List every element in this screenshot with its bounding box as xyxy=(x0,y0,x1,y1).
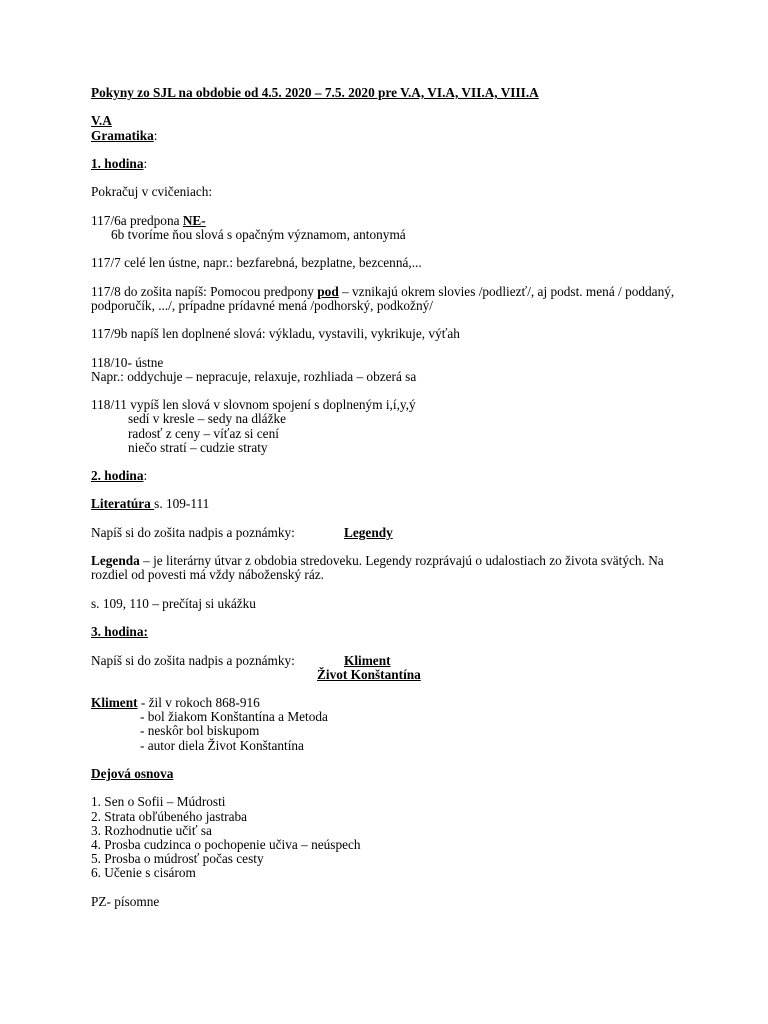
kliment-term: Kliment xyxy=(91,695,138,711)
kliment-line: Kliment - žil v rokoch 868-916 xyxy=(91,695,260,711)
exercise-118-11-item: radosť z ceny – víťaz si cení xyxy=(128,425,279,441)
prefix-ne: NE- xyxy=(182,212,206,228)
hour1-intro: Pokračuj v cvičeniach: xyxy=(91,184,213,200)
exercise-118-10-example: Napr.: oddychuje – nepracuje, relaxuje, rozhliada – obzerá sa xyxy=(91,368,417,384)
hour3-heading: 3. hodina: xyxy=(91,624,148,640)
outline-item: 2. Strata obľúbeného jastraba xyxy=(91,808,248,824)
outline-item: 5. Prosba o múdrosť počas cesty xyxy=(91,851,264,867)
literature-line xyxy=(91,497,691,511)
reading-assignment: s. 109, 110 – prečítaj si ukážku xyxy=(91,595,256,611)
hour2-heading: 2. hodina xyxy=(91,468,144,484)
exercise-118-11-item: niečo stratí – cudzie straty xyxy=(128,439,268,455)
grammar-heading: Gramatika xyxy=(91,127,154,143)
document-page xyxy=(91,86,691,909)
kliment-fact: - autor diela Život Konštantína xyxy=(140,737,304,753)
literature-pages: s. 109-111 xyxy=(154,496,210,512)
exercise-118-11: 118/11 vypíš len slová v slovnom spojení s doplneným i,í,y,ý xyxy=(91,397,416,413)
legend-definition: Legenda – je literárny útvar z obdobia stredoveku. Legendy rozprávajú o udalostiach zo života svätých. Na xyxy=(91,553,664,569)
class-heading: V.A xyxy=(91,113,112,129)
outline-item: 4. Prosba cudzinca o pochopenie učiva – neúspech xyxy=(91,836,361,852)
legend-term: Legenda xyxy=(91,553,140,569)
outline-item: 3. Rozhodnutie učiť sa xyxy=(91,822,212,838)
literature-heading: Literatúra xyxy=(91,496,155,512)
exercise-117-7: 117/7 celé len ústne, napr.: bezfarebná, bezplatne, bezcenná,... xyxy=(91,255,422,271)
hour2-heading-line: 2. hodina: xyxy=(91,468,148,484)
exercise-117-6a: 117/6a predpona NE- xyxy=(91,212,206,228)
hour2-notes-line: Napíš si do zošita nadpis a poznámky: Legendy xyxy=(91,524,393,540)
document-title: Pokyny zo SJL na obdobie od 4.5. 2020 – 7.5. 2020 pre V.A, VI.A, VII.A, VIII.A xyxy=(91,85,539,100)
notes-title-legendy: Legendy xyxy=(344,524,393,540)
exercise-117-6b: 6b tvoríme ňou slová s opačným významom, antonymá xyxy=(111,226,406,242)
notes-title-zivot: Život Konštantína xyxy=(317,666,421,682)
homework-note: PZ- písomne xyxy=(91,893,160,909)
outline-heading: Dejová osnova xyxy=(91,766,174,781)
outline-item: 6. Učenie s cisárom xyxy=(91,865,196,881)
hour1-heading: 1. hodina xyxy=(91,155,144,171)
exercise-118-11-item: sedí v kresle – sedy na dlážke xyxy=(128,411,287,427)
exercise-117-8-cont: podporučík, .../, prípadne prídavné mená /podhorský, podkožný/ xyxy=(91,297,433,313)
exercise-118-10: 118/10- ústne xyxy=(91,354,164,370)
hour3-notes-line: Napíš si do zošita nadpis a poznámky: Kliment xyxy=(91,652,391,668)
outline-item: 1. Sen o Sofii – Múdrosti xyxy=(91,794,226,810)
kliment-fact: - neskôr bol biskupom xyxy=(140,723,260,739)
legend-definition-cont: rozdiel od povesti má vždy náboženský ráz. xyxy=(91,567,324,583)
hour1-heading-line: 1. hodina: xyxy=(91,155,148,171)
kliment-fact: - bol žiakom Konštantína a Metoda xyxy=(140,709,328,725)
exercise-117-9b: 117/9b napíš len doplnené slová: výkladu, vystavili, vykrikuje, výťah xyxy=(91,326,460,342)
notes-title-kliment: Kliment xyxy=(344,652,391,668)
grammar-heading-line: Gramatika: xyxy=(91,127,158,143)
prefix-pod: pod xyxy=(317,283,339,299)
exercise-117-8: 117/8 do zošita napíš: Pomocou predpony pod – vznikajú okrem slovies /podliezť/, aj podst. mená / poddaný, xyxy=(91,283,675,299)
